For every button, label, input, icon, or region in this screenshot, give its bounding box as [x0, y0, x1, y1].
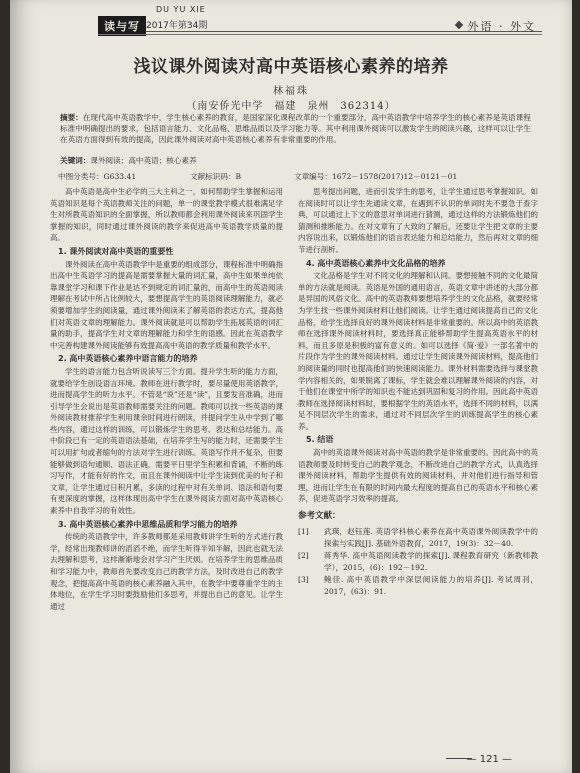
section-heading: 5. 结语 — [306, 435, 334, 445]
references-heading: 参考文献： — [298, 511, 341, 522]
right-column — [298, 186, 538, 598]
journal-logo: 读与写 — [98, 16, 146, 36]
paragraph: 学生的语言能力包含听说读写三个方面。提升学生听的能力方面，就要给学生创设语言环境。教师在进行教学时，要尽量使用英语教学，进而提高学生的听力水平。不管是“说”还是“读”，且要发音准确，进而引导学生会说出是英语教师需要关注的问题。教师可以找一些英语的课外阅读教材推荐学生利用课余时间进行朗读，并提问学生从中学到了哪些内容，通过这样的训练，可以锻炼学生的思考、表达和总结能力。高中阶段已有一定的英语语法基础，在培养学生写的能力时，还需要学生可以用扩句或者缩句的方法对学生进行训练。英语写作并不复杂，但要能够做到语句通顺、语法正确，需要平日里学生积累和背诵，不断的练习写作，才能有好的作文，而且在课外阅读中让学生读到优美的句子和文章，让学生通过日积月累，多读的过程中对有关单词、语法和语句要有更深度的掌握，这样体现出高中学生在课外阅读方面对高中英语核心素养中自我学习的有效性。 — [50, 366, 283, 516]
reference-number: [1] — [298, 526, 309, 536]
keywords-text: 课外阅读；高中英语；核心素养 — [90, 156, 197, 165]
reference-text: 鲍佳. 高中英语教学中深层阅读能力的培养[J]. 考试周刊，2017，(63)：91. — [324, 574, 538, 596]
article-title: 浅议课外阅读对高中英语核心素养的培养 — [133, 57, 449, 77]
paragraph: 高中英语是高中生必学的三大主科之一，如何帮助学生掌握和运用英语知识是每个英语教师关注的问题，单一的课堂教学模式很难满足学生对所教英语知识的全面掌握，所以教师都会利用课外阅读来巩固学生掌握的知识，同时通过课外阅读的教学来促进高中英语教学质量的提高。 — [50, 187, 283, 243]
abstract — [60, 112, 536, 146]
reference-text: 蒋秀华. 高中英语阅读教学的探索[J]. 课程教育研究（新教师教学），2015，(6)：192－192. — [324, 550, 538, 572]
paragraph: 传统的英语教学中，许多教师都是采用教师讲学生听的方式进行教学，经常出现教师讲的滔滔不绝，而学生听得半知半解，因此也就无法去理解和思考，这样渐渐地会对学习产生厌烦。在培养学生的思维品质和学习能力中，教师首先要改变自己的教学方法，及时改进自己的教学观念，把提高高中英语的核心素养融入其中，在教学中要尊重学生的主体地位，在学生学习时要鼓励他们多思考，并提出自己的意见。让学生通过 — [50, 532, 283, 611]
abstract-text: 在现代高中英语教学中，学生核心素养的教育，是国家深化课程改革的一个重要部分，高中英语教学中培养学生的核心素养是英语课程标准中明确提出的要求，包括语言能力、文化品格、思维品质以及学习能力等。其中利用课外阅读可以激发学生的阅读兴趣，这样可以让学生在英语方面得到有效的提高，因此课外阅读对高中英语核心素养有非常重要的作用。 — [60, 113, 531, 145]
article-author: 林福珠 — [273, 86, 309, 97]
abstract-label: 摘要： — [60, 113, 83, 122]
page-number: — 121 — — [466, 754, 512, 765]
issue-label: 2017年第34期 — [146, 21, 208, 31]
header-rule-secondary — [98, 34, 542, 35]
diamond-ornament-icon — [455, 21, 463, 29]
reference-item — [298, 574, 538, 598]
paragraph: 课外阅读在高中英语教学中是重要的组成部分，课程标准中明确指出高中生英语学习的提高是需要掌握大量的词汇量，高中生如果单纯依靠课堂学习和课下作业是达不到规定的词汇量的，而高中生的英语阅读理解在考试中所占比例较大，要想提高学生的英语阅读理解能力，就必须要增加学生的阅读量，通过课外阅读来了解英语的表达方式，提高他们对英语文章的理解能力。课外阅读就是可以帮助学生拓展英语的词汇量的助手，提高学生对文章的理解能力和学生的语感。因此在英语教学中完善构建课外阅读能够有效提高高中英语的教学质量和教学水平。 — [50, 259, 283, 350]
article-number: 文章编号：1672－1578(2017)12－0121－01 — [294, 172, 458, 181]
journal-pinyin: DU YU XIE — [156, 5, 206, 14]
paragraph: 高中的英语课外阅读对高中英语的教学是非常重要的。因此高中的英语教师要及时转变自己的教学观念，不断改进自己的教学方式，认真选择课外阅读材料，帮助学生提供有效的阅读材料，并对他们进行指导和管理，进而让学生在有限的时间内最大程度的提高自己的英语水平和核心素养，促进英语学习效率的提高。 — [298, 448, 538, 504]
clc-number: 中图分类号：G633.41 — [58, 172, 137, 181]
header-rule — [146, 31, 542, 32]
keywords — [60, 155, 536, 166]
section-heading: 2. 高中英语核心素养中语言能力的培养 — [58, 354, 198, 364]
right-column-body — [298, 186, 538, 505]
doc-code: 文献标识码：B — [190, 172, 242, 181]
reference-number: [2] — [298, 550, 309, 560]
section-heading: 3. 高中英语核心素养中思维品质和学习能力的培养 — [58, 519, 238, 529]
article-affiliation: （南安侨光中学 福建 泉州 362314） — [186, 101, 396, 112]
paragraph: 文化品格是学生对不同文化的理解和认同。要想接触不同的文化最简单的方法就是阅读。英语是外国的通用语言，英语文章中讲述的大部分都是异国的风俗文化。高中的英语教师要想培养学生的文化品格，就要经常为学生找一些课外阅读材料让他们阅读。让学生通过阅读提高自己的文化品格，给学生选择良好的课外阅读材料是非常重要的。所以高中的英语教师在选择课外阅读材料时，要选择真正能够帮助学生提高英语水平的材料，而且多原是积极的富有意义的。如可以选择《简·爱》一部名著中的片段作为学生的课外阅读材料。通过让学生阅读课外阅读材料，提高他们的阅读量的同时也提高他们的快速阅读能力。课外材料需要选择与课堂教学内容相关的，如果脱离了课标，学生就会难以理解课外阅读的内容，对于他们在课堂中所学的知识也不能达到巩固和复习的作用。因此高中英语教师在选择阅读材料时，要根据学生的英语水平，选择不同的材料，以满足不同层次学生的需求，通过对不同层次学生的训练提高学生的核心素养。 — [298, 271, 538, 431]
references-list — [298, 526, 538, 598]
section-heading: 1. 课外阅读对高中英语的重要性 — [58, 246, 174, 256]
reference-item — [298, 550, 538, 574]
reference-text: 武瑛，赵钰莲. 英语学科核心素养在高中英语课外阅读教学中的探索与实践[J]. 基础外语教育，2017，19(3)：32－40. — [324, 526, 538, 548]
journal-page — [10, 0, 572, 773]
keywords-label: 关键词： — [60, 156, 91, 165]
reference-number: [3] — [298, 574, 309, 584]
left-column — [50, 186, 283, 612]
section-label: 外语 · 外文 — [467, 20, 536, 33]
reference-item — [298, 526, 538, 550]
paragraph: 思考提出问题，进而引发学生的思考，让学生通过思考掌握知识。如在阅读时可以让学生先通读文章，在遇到不认识的单词时先不要急于查字典，可以通过上下文的意思对单词进行猜测，通过这样的方法锻炼他们的猜测和推断能力。在对文章有了大致的了解后，还要让学生把文章的主要内容说出来，以锻炼他们的语言表达能力和总结能力，然后再对文章的细节进行剖析。 — [298, 187, 538, 254]
section-heading: 4. 高中英语核心素养中文化品格的培养 — [306, 258, 446, 268]
